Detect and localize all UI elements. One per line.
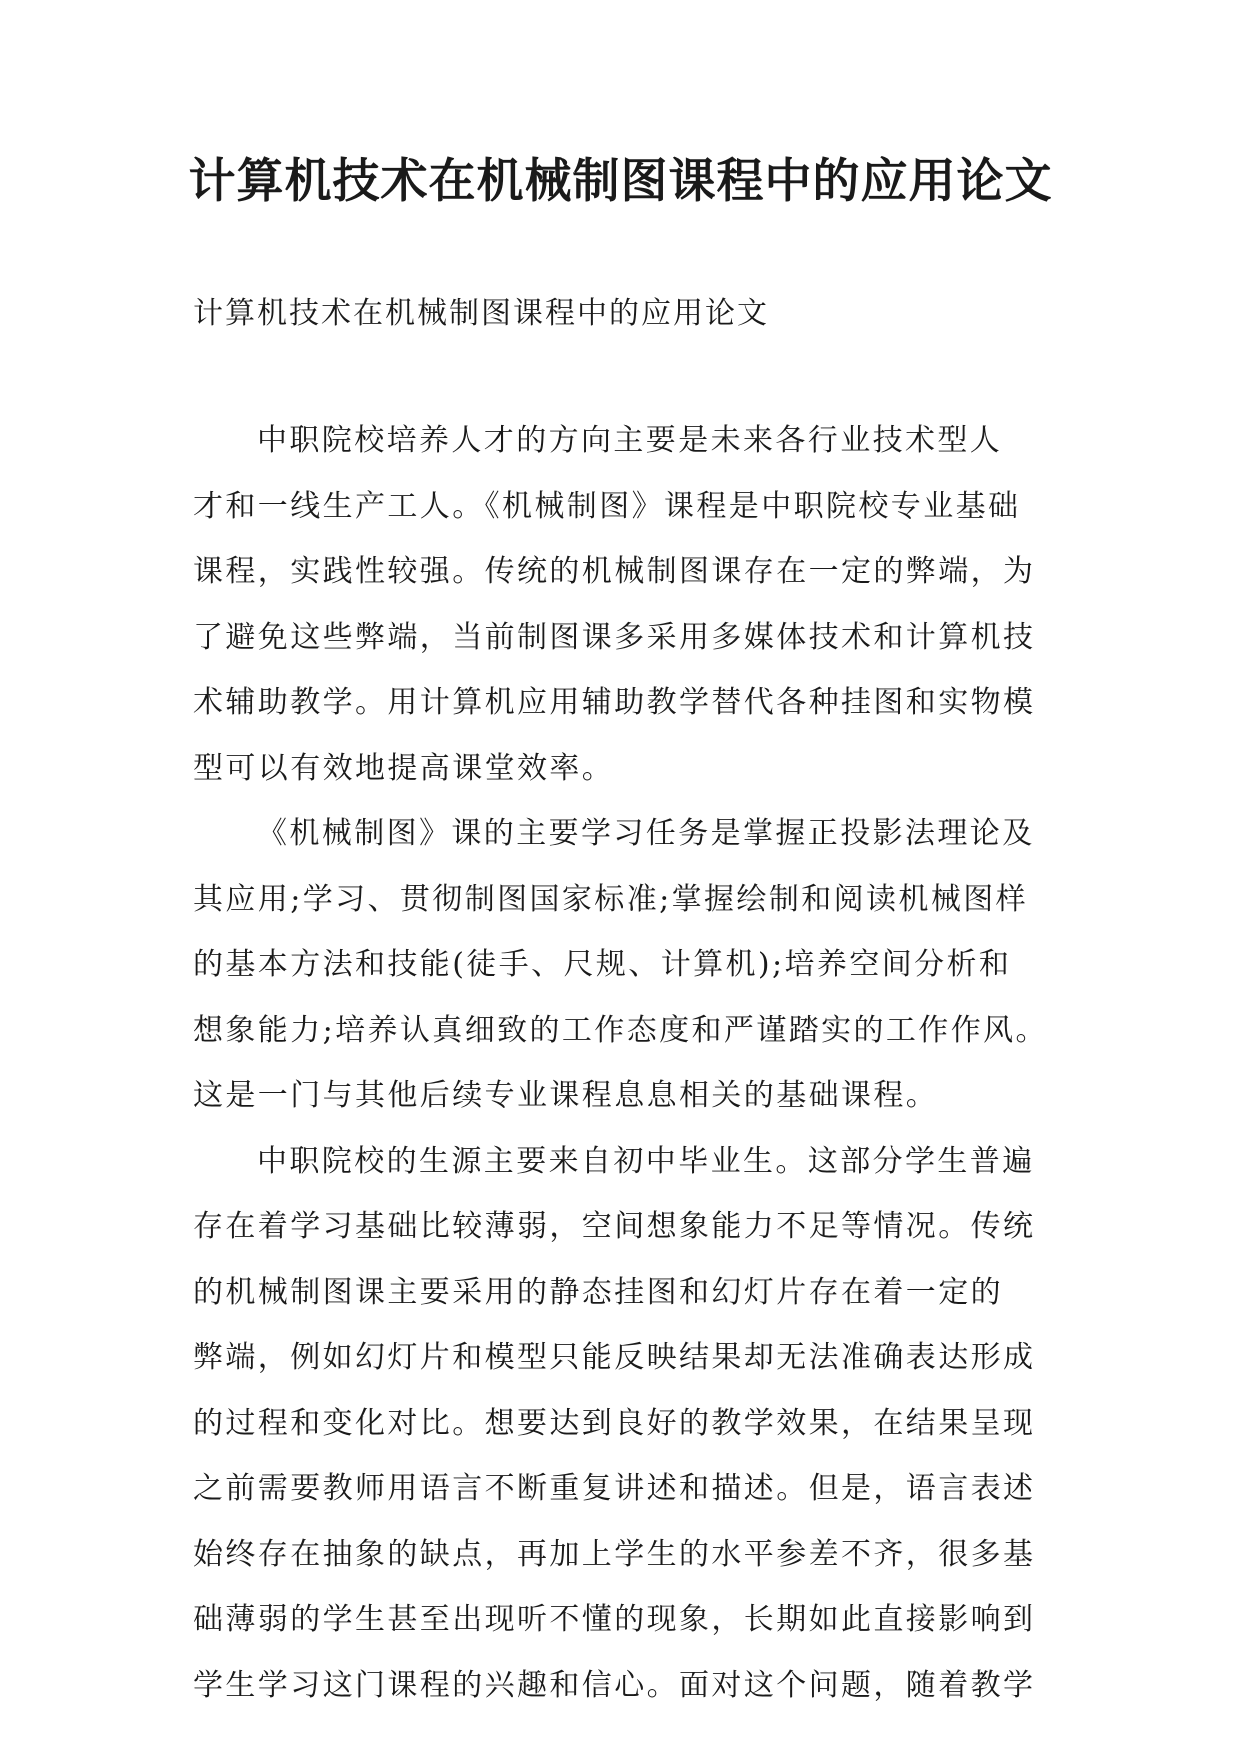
document-body <box>193 408 1055 1718</box>
paragraph-line: 础薄弱的学生甚至出现听不懂的现象，长期如此直接影响到 <box>193 1602 1036 1637</box>
paragraph-line: 这是一门与其他后续专业课程息息相关的基础课程。 <box>193 1078 939 1113</box>
paragraph-line: 中职院校的生源主要来自初中毕业生。这部分学生普遍 <box>257 1143 1035 1179</box>
paragraph-line: 弊端，例如幻灯片和模型只能反映结果却无法准确表达形成 <box>193 1340 1036 1375</box>
paragraph-line: 始终存在抽象的缺点，再加上学生的水平参差不齐，很多基 <box>193 1536 1036 1572</box>
paragraph-line: 之前需要教师用语言不断重复讲述和描述。但是，语言表述 <box>193 1471 1036 1506</box>
paragraph-line: 才和一线生产工人。《机械制图》课程是中职院校专业基础 <box>193 488 1021 524</box>
paragraph-line: 《机械制图》课的主要学习任务是掌握正投影法理论及 <box>257 816 1035 851</box>
paragraph-line: 型可以有效地提高课堂效率。 <box>193 750 615 786</box>
paragraph-line: 存在着学习基础比较薄弱，空间想象能力不足等情况。传统 <box>193 1209 1036 1244</box>
paragraph-line: 学生学习这门课程的兴趣和信心。面对这个问题，随着教学 <box>193 1667 1036 1703</box>
paragraph-line: 了避免这些弊端，当前制图课多采用多媒体技术和计算机技 <box>193 619 1036 655</box>
paragraph-line: 的基本方法和技能(徒手、尺规、计算机);培养空间分析和 <box>193 947 1012 982</box>
paragraph-line: 课程，实践性较强。传统的机械制图课存在一定的弊端，为 <box>193 554 1036 589</box>
document-subtitle: 计算机技术在机械制图课程中的应用论文 <box>193 296 769 331</box>
paragraph-line: 的机械制图课主要采用的静态挂图和幻灯片存在着一定的 <box>193 1274 1003 1310</box>
paragraph-line: 其应用;学习、贯彻制图国家标准;掌握绘制和阅读机械图样 <box>193 881 1029 917</box>
paragraph-line: 中职院校培养人才的方向主要是未来各行业技术型人 <box>257 423 1003 458</box>
paragraph-line: 想象能力;培养认真细致的工作态度和严谨踏实的工作作风。 <box>193 1012 1048 1048</box>
document-title: 计算机技术在机械制图课程中的应用论文 <box>188 154 1053 209</box>
paragraph-line: 的过程和变化对比。想要达到良好的教学效果，在结果呈现 <box>193 1405 1036 1441</box>
paragraph-line: 术辅助教学。用计算机应用辅助教学替代各种挂图和实物模 <box>193 685 1036 720</box>
